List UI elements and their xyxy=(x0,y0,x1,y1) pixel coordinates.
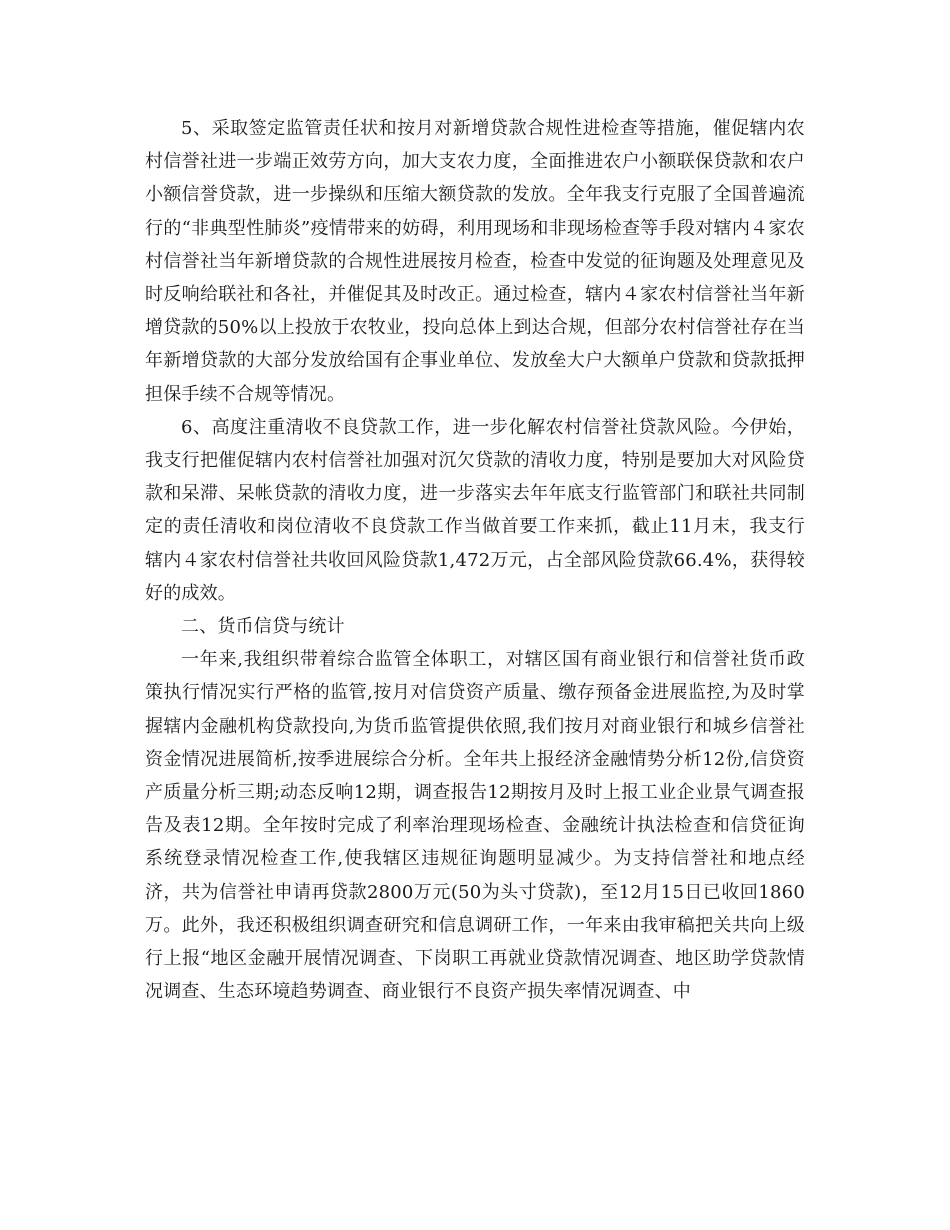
paragraph-monetary-credit: 一年来,我组织带着综合监管全体职工，对辖区国有商业银行和信誉社货币政策执行情况实行严格的监管,按月对信贷资产质量、缴存预备金进展监控,为及时掌握辖内金融机构贷款投向,为货币监管提供依照,我们按月对商业银行和城乡信誉社资金情况进展简析,按季进展综合分析。全年共上报经济金融情势分析12份,信贷资产质量分析三期;动态反响12期，调查报告12期按月及时上报工业企业景气调查报告及表12期。全年按时完成了利率治理现场检查、金融统计执法检查和信贷征询系统登录情况检查工作,使我辖区违规征询题明显减少。为支持信誉社和地点经济，共为信誉社申请再贷款2800万元(50为头寸贷款)，至12月15日已收回1860万。此外，我还积极组织调查研究和信息调研工作，一年来由我审稿把关共向上级行上报“地区金融开展情况调查、下岗职工再就业贷款情况调查、地区助学贷款情况调查、生态环境趋势调查、商业银行不良资产损失率情况调查、中 xyxy=(145,649,805,1003)
paragraph-item-6: 6、高度注重清收不良贷款工作，进一步化解农村信誉社贷款风险。今伊始，我支行把催促辖内农村信誉社加强对沉欠贷款的清收力度，特别是要加大对风险贷款和呆滞、呆帐贷款的清收力度，进一步落实去年年底支行监管部门和联社共同制定的责任清收和岗位清收不良贷款工作当做首要工作来抓，截止11月末，我支行辖内４家农村信誉社共收回风险贷款1,472万元，占全部风险贷款66.4%，获得较好的成效。 xyxy=(145,416,805,604)
section-heading-2: 二、货币信贷与统计 xyxy=(181,616,345,638)
document-page xyxy=(145,112,805,1008)
paragraph-item-5: 5、采取签定监管责任状和按月对新增贷款合规性进检查等措施，催促辖内农村信誉社进一步端正效劳方向，加大支农力度，全面推进农户小额联保贷款和农户小额信誉贷款，进一步操纵和压缩大额贷款的发放。全年我支行克服了全国普遍流行的“非典型性肺炎”疫情带来的妨碍，利用现场和非现场检查等手段对辖内４家农村信誉社当年新增贷款的合规性进展按月检查，检查中发觉的征询题及处理意见及时反响给联社和各社，并催促其及时改正。通过检查，辖内４家农村信誉社当年新增贷款的50%以上投放于农牧业，投向总体上到达合规，但部分农村信誉社存在当年新增贷款的大部分发放给国有企事业单位、发放垒大户大额单户贷款和贷款抵押担保手续不合规等情况。 xyxy=(145,118,805,405)
